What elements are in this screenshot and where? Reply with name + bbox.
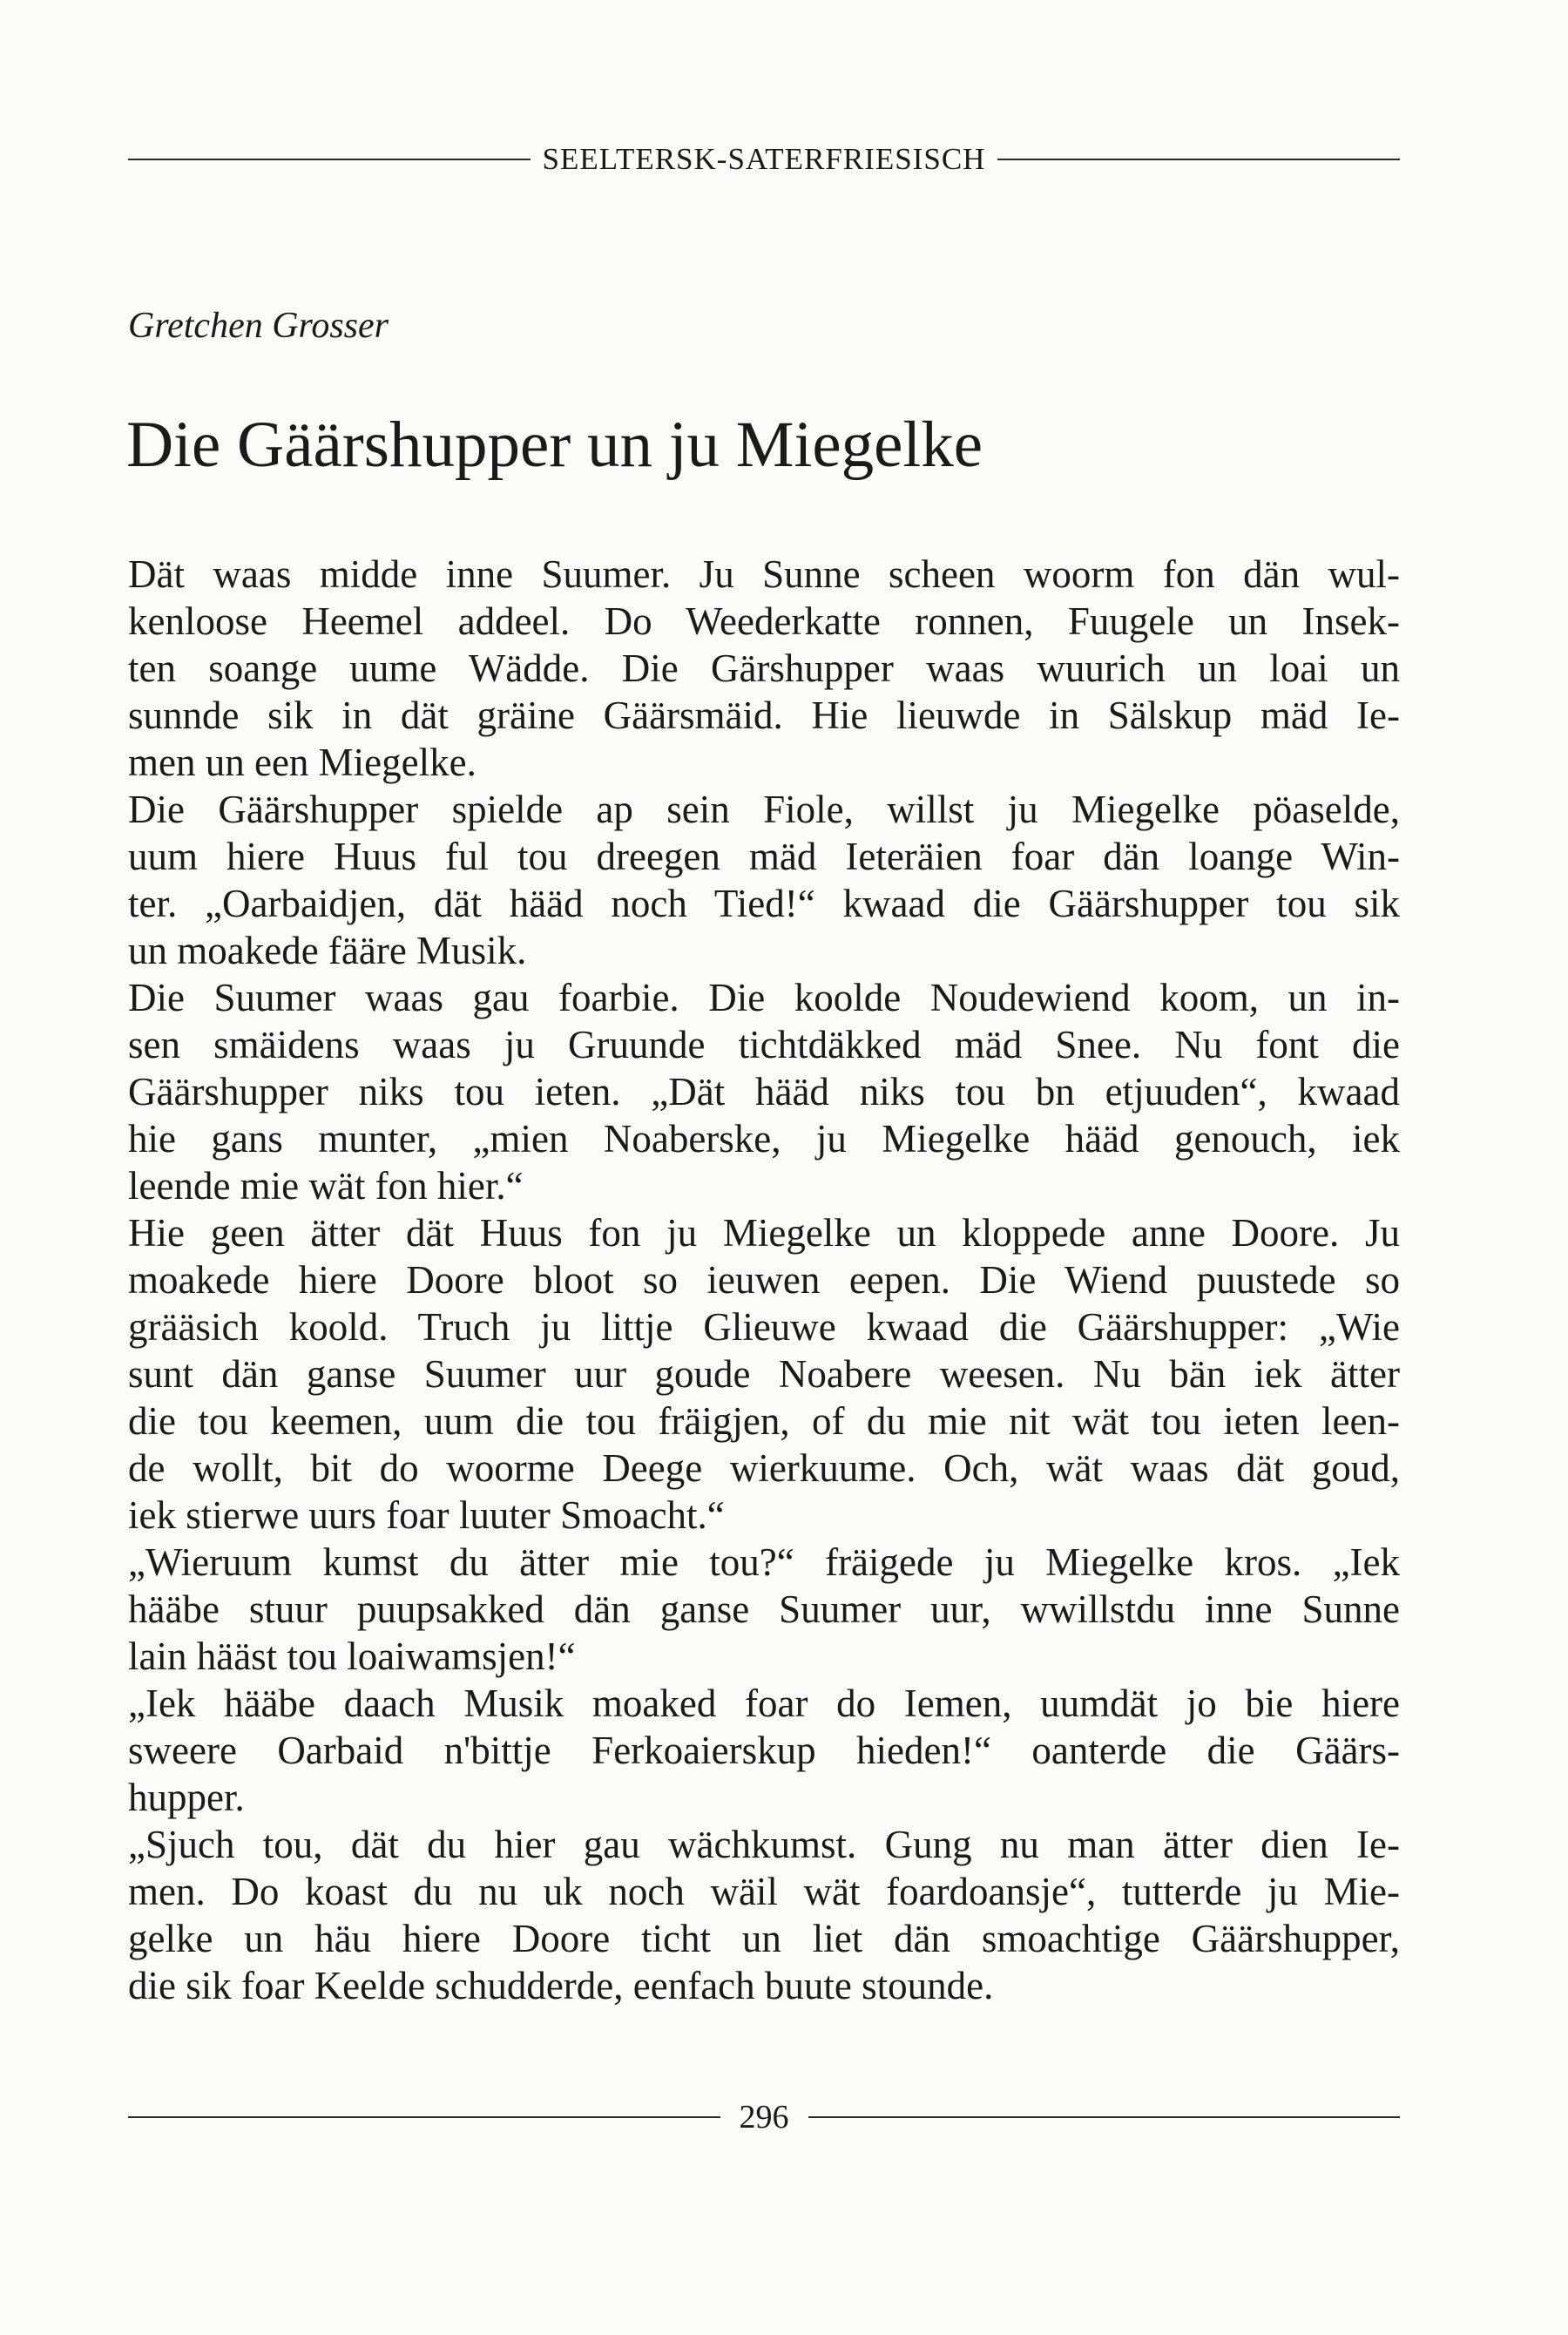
footer-rule-right (808, 2116, 1401, 2118)
text-line: Gäärshupper niks tou ieten. „Dät hääd niks tou bn etjuuden“, kwaad (128, 1070, 1400, 1113)
paragraph (128, 974, 1400, 1209)
text-line: uum hiere Huus ful tou dreegen mäd Ieteräien foar dän loange Win- (128, 835, 1400, 878)
text-line: ter. „Oarbaidjen, dät hääd noch Tied!“ kwaad die Gäärshupper tou sik (128, 882, 1400, 925)
text-line: leende mie wät fon hier.“ (128, 1164, 524, 1208)
text-line: „Iek hääbe daach Musik moaked foar do Iemen, uumdät jo bie hiere (128, 1682, 1400, 1725)
paragraph (128, 1209, 1400, 1539)
text-line: men un een Miegelke. (128, 741, 476, 784)
text-line: de wollt, bit do woorme Deege wierkuume. Och, wät waas dät goud, (128, 1446, 1400, 1490)
paragraph (128, 1821, 1400, 2009)
text-line: die sik foar Keelde schudderde, eenfach buute stounde. (128, 1964, 994, 2007)
text-line: iek stierwe uurs foar luuter Smoacht.“ (128, 1493, 725, 1537)
text-line: sweere Oarbaid n'bittje Ferkoaierskup hieden!“ oanterde die Gäärs- (128, 1729, 1400, 1772)
text-line: grääsich koold. Truch ju littje Glieuwe kwaad die Gäärshupper: „Wie (128, 1305, 1400, 1349)
text-line: hie gans munter, „mien Noaberske, ju Miegelke hääd genouch, iek (128, 1117, 1400, 1161)
text-line: kenloose Heemel addeel. Do Weederkatte ronnen, Fuugele un Insek- (128, 599, 1400, 643)
text-line: „Sjuch tou, dät du hier gau wächkumst. Gung nu man ätter dien Ie- (128, 1823, 1400, 1866)
story-body (128, 551, 1400, 2009)
text-line: ten soange uume Wädde. Die Gärshupper waas wuurich un loai un (128, 646, 1400, 690)
text-line: die tou keemen, uum die tou fräigjen, of du mie nit wät tou ieten leen- (128, 1399, 1400, 1443)
paragraph (128, 1680, 1400, 1821)
text-line: gelke un häu hiere Doore ticht un liet dän smoachtige Gäärshupper, (128, 1917, 1400, 1960)
text-line: men. Do koast du nu uk noch wäil wät foardoansje“, tutterde ju Mie- (128, 1870, 1400, 1913)
text-line: lain hääst tou loaiwamsjen!“ (128, 1634, 576, 1678)
text-line: un moakede fääre Musik. (128, 929, 527, 972)
text-line: sunt dän ganse Suumer uur goude Noabere weesen. Nu bän iek ätter (128, 1352, 1400, 1396)
text-line: „Wieruum kumst du ätter mie tou?“ fräigede ju Miegelke kros. „Iek (128, 1540, 1400, 1584)
text-line: hääbe stuur puupsakked dän ganse Suumer uur, wwillstdu inne Sunne (128, 1587, 1400, 1631)
page-number: 296 (739, 2099, 789, 2135)
text-line: Die Suumer waas gau foarbie. Die koolde Noudewiend koom, un in- (128, 976, 1400, 1019)
footer-rule-left (128, 2116, 720, 2118)
text-line: sunnde sik in dät gräine Gäärsmäid. Hie lieuwde in Sälskup mäd Ie- (128, 694, 1400, 737)
author-name: Gretchen Grosser (128, 306, 389, 346)
running-head-rule-right (997, 159, 1400, 160)
story-title: Die Gäärshupper un ju Miegelke (126, 409, 983, 481)
paragraph (128, 1539, 1400, 1680)
text-line: moakede hiere Doore bloot so ieuwen eepen. Die Wiend puustede so (128, 1258, 1400, 1302)
paragraph (128, 551, 1400, 786)
text-line: sen smäidens waas ju Gruunde tichtdäkked mäd Snee. Nu font die (128, 1023, 1400, 1066)
running-head-label: SEELTERSK-SATERFRIESISCH (542, 142, 986, 176)
text-line: Die Gäärshupper spielde ap sein Fiole, willst ju Miegelke pöaselde, (128, 788, 1400, 831)
text-line: hupper. (128, 1776, 245, 1819)
running-head (128, 138, 1400, 181)
text-line: Dät waas midde inne Suumer. Ju Sunne scheen woorm fon dän wul- (128, 552, 1400, 596)
page-footer (128, 2091, 1400, 2143)
text-line: Hie geen ätter dät Huus fon ju Miegelke un kloppede anne Doore. Ju (128, 1211, 1400, 1255)
paragraph (128, 786, 1400, 974)
running-head-rule-left (128, 159, 531, 160)
